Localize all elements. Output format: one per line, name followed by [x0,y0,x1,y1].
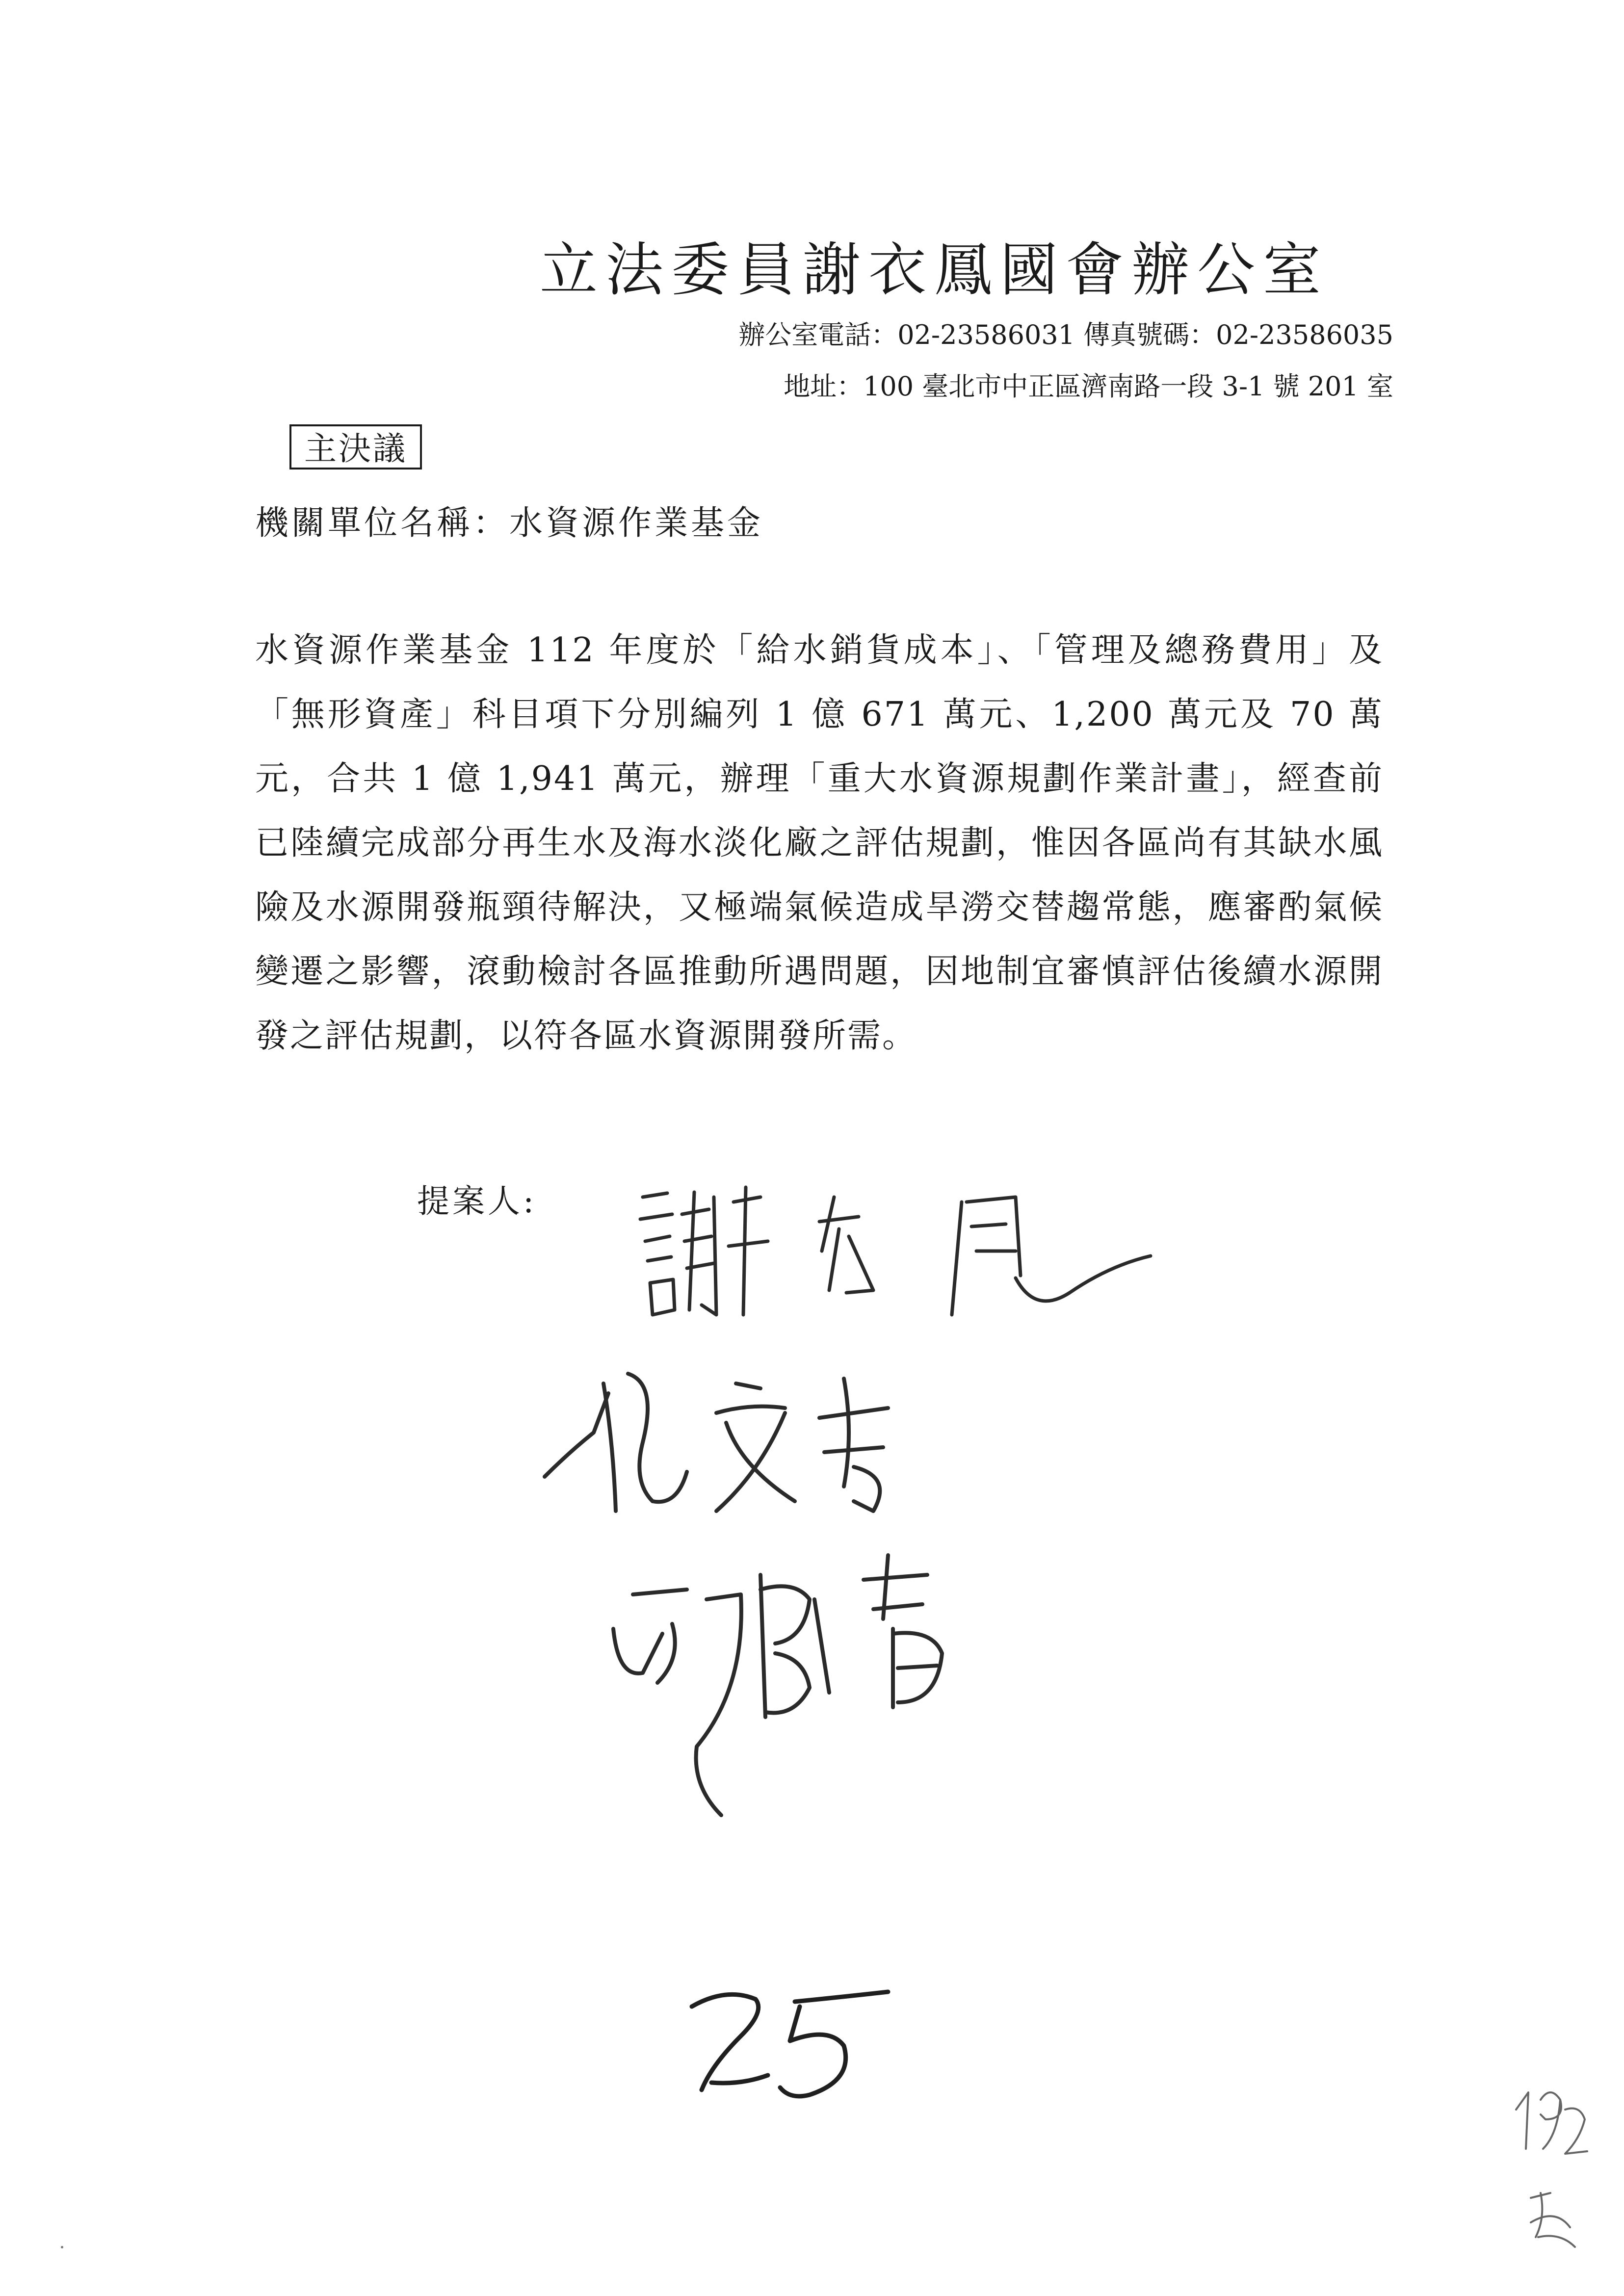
agency-name: 機關單位名稱：水資源作業基金 [255,504,764,543]
proposer-label: 提案人: [417,1182,537,1220]
office-phone-fax: 辦公室電話：02-23586031 傳真號碼：02-23586035 [738,319,1393,350]
signature-1 [628,1168,1158,1330]
resolution-type-stamp: 主決議 [289,424,422,470]
margin-page-mark [1511,2080,1590,2257]
office-title: 立法委員謝衣鳳國會辦公室 [540,236,1329,304]
signature-3 [599,1540,971,1825]
office-address: 地址：100 臺北市中正區濟南路一段 3-1 號 201 室 [784,371,1393,402]
scan-speck [61,2246,63,2248]
signature-2 [530,1354,952,1521]
handwritten-page-number [682,1982,893,2110]
resolution-body: 水資源作業基金 112 年度於「給水銷貨成本」、「管理及總務費用」及「無形資產」科目項下分別編列 1 億 671 萬元、1,200 萬元及 70 萬元，合共 1 億 1,941 萬元，辦理「重大水資源規劃作業計畫」，經查前已陸續完成部分再生水及海水淡化廠之評估規劃，惟因各區尚有其缺水風險及水源開發瓶頸待解決，又極端氣候造成旱澇交替趨常態，應審酌氣候變遷之影響，滾動檢討各區推動所遇問題，因地制宜審慎評估後續水源開發之評估規劃，以符各區水資源開發所需。 [255,631,1384,1055]
